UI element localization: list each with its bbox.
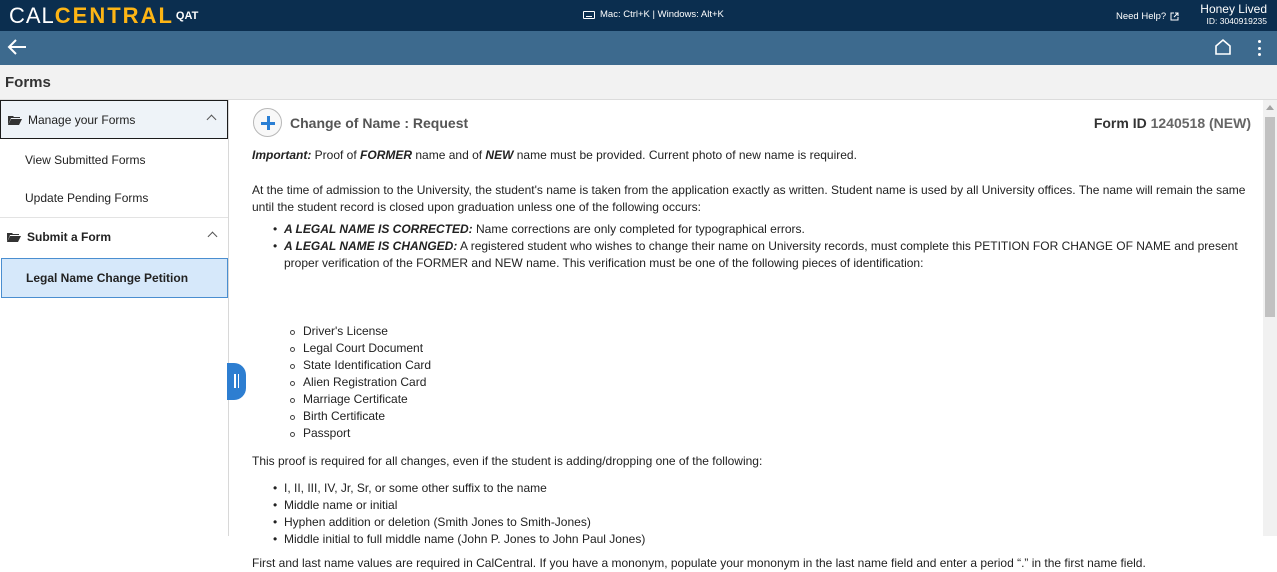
form-id xyxy=(1094,115,1251,131)
sidebar-item-legal-name-change[interactable]: Legal Name Change Petition xyxy=(1,258,228,298)
page-header xyxy=(0,65,1277,100)
calcentral-logo[interactable] xyxy=(9,3,198,29)
list-item: Alien Registration Card xyxy=(252,374,431,391)
page-title: Forms xyxy=(5,74,51,91)
navigation-bar xyxy=(0,31,1277,65)
list-item: Birth Certificate xyxy=(252,408,431,425)
main-content xyxy=(238,100,1262,570)
list-item: Legal Court Document xyxy=(252,340,431,357)
list-item: • Middle name or initial xyxy=(252,497,1252,514)
list-item: • I, II, III, IV, Jr, Sr, or some other suffix to the name xyxy=(252,480,1252,497)
list-item: Marriage Certificate xyxy=(252,391,431,408)
list-item: • Middle initial to full middle name (John P. Jones to John Paul Jones) xyxy=(252,531,1252,548)
proof-paragraph: This proof is required for all changes, even if the student is adding/dropping one of the following: xyxy=(252,454,763,468)
need-help-link[interactable] xyxy=(1116,11,1179,22)
form-id-value: 1240518 (NEW) xyxy=(1150,115,1251,131)
sidebar-group-label: Manage your Forms xyxy=(28,112,136,127)
keyboard-icon xyxy=(583,11,595,19)
list-item: Driver's License xyxy=(252,323,431,340)
list-item: • A LEGAL NAME IS CORRECTED: Name corrections are only completed for typographical errors. xyxy=(252,221,1252,238)
brand-cal: CAL xyxy=(9,3,55,28)
need-help-label: Need Help? xyxy=(1116,11,1167,22)
top-bar xyxy=(0,0,1277,31)
scrollbar-thumb[interactable] xyxy=(1265,117,1275,317)
identification-list xyxy=(252,323,431,442)
keyboard-shortcut-hint xyxy=(583,9,724,20)
chevron-up-icon xyxy=(207,115,217,125)
sidebar-group-label: Submit a Form xyxy=(27,230,112,244)
user-info[interactable] xyxy=(1200,3,1267,26)
sidebar xyxy=(0,100,229,536)
list-item: Passport xyxy=(252,425,431,442)
back-arrow-icon[interactable] xyxy=(6,36,28,58)
chevron-up-icon xyxy=(208,232,218,242)
folder-open-icon xyxy=(8,115,22,125)
home-icon[interactable] xyxy=(1214,38,1232,56)
scroll-up-arrow-icon[interactable] xyxy=(1266,105,1274,110)
list-item: • A LEGAL NAME IS CHANGED: A registered student who wishes to change their name on University records, must complete this PETITION FOR CHANGE OF NAME and present proper verification of the FORMER and NEW name. This verification must be one of the following pieces of identification: xyxy=(252,238,1252,272)
more-options-icon[interactable] xyxy=(1258,40,1262,58)
form-title: Change of Name : Request xyxy=(290,115,469,131)
folder-open-icon xyxy=(7,232,21,242)
sidebar-group-submit-form[interactable] xyxy=(0,217,228,256)
environment-label: QAT xyxy=(175,10,199,22)
sidebar-item-update-pending[interactable]: Update Pending Forms xyxy=(25,190,149,205)
form-id-label: Form ID xyxy=(1093,115,1147,131)
sidebar-group-manage-forms[interactable] xyxy=(0,100,228,139)
sidebar-item-view-submitted[interactable]: View Submitted Forms xyxy=(25,152,146,167)
user-id: ID: 3040919235 xyxy=(1206,16,1267,26)
mononym-paragraph: First and last name values are required in CalCentral. If you have a mononym, populate your mononym in the last name field and enter a period “.” in the first name field. xyxy=(252,556,1146,570)
changes-list xyxy=(252,480,1252,548)
brand-central: CENTRAL xyxy=(54,3,174,28)
list-item: • Hyphen addition or deletion (Smith Jones to Smith-Jones) xyxy=(252,514,1252,531)
important-note: Important: Proof of FORMER name and of NEW name must be provided. Current photo of new name is required. xyxy=(252,148,857,162)
user-name: Honey Lived xyxy=(1200,2,1267,16)
occurrence-list xyxy=(252,221,1252,272)
shortcut-text: Mac: Ctrl+K | Windows: Alt+K xyxy=(600,9,724,20)
list-item: State Identification Card xyxy=(252,357,431,374)
external-link-icon xyxy=(1170,12,1179,21)
add-icon xyxy=(253,108,282,137)
vertical-scrollbar[interactable] xyxy=(1263,100,1277,536)
intro-paragraph: At the time of admission to the University, the student's name is taken from the application exactly as written. Student name is used by all University offices. The name will remain the same until the student record is closed upon graduation unless one of the following occurs: xyxy=(252,183,1246,214)
